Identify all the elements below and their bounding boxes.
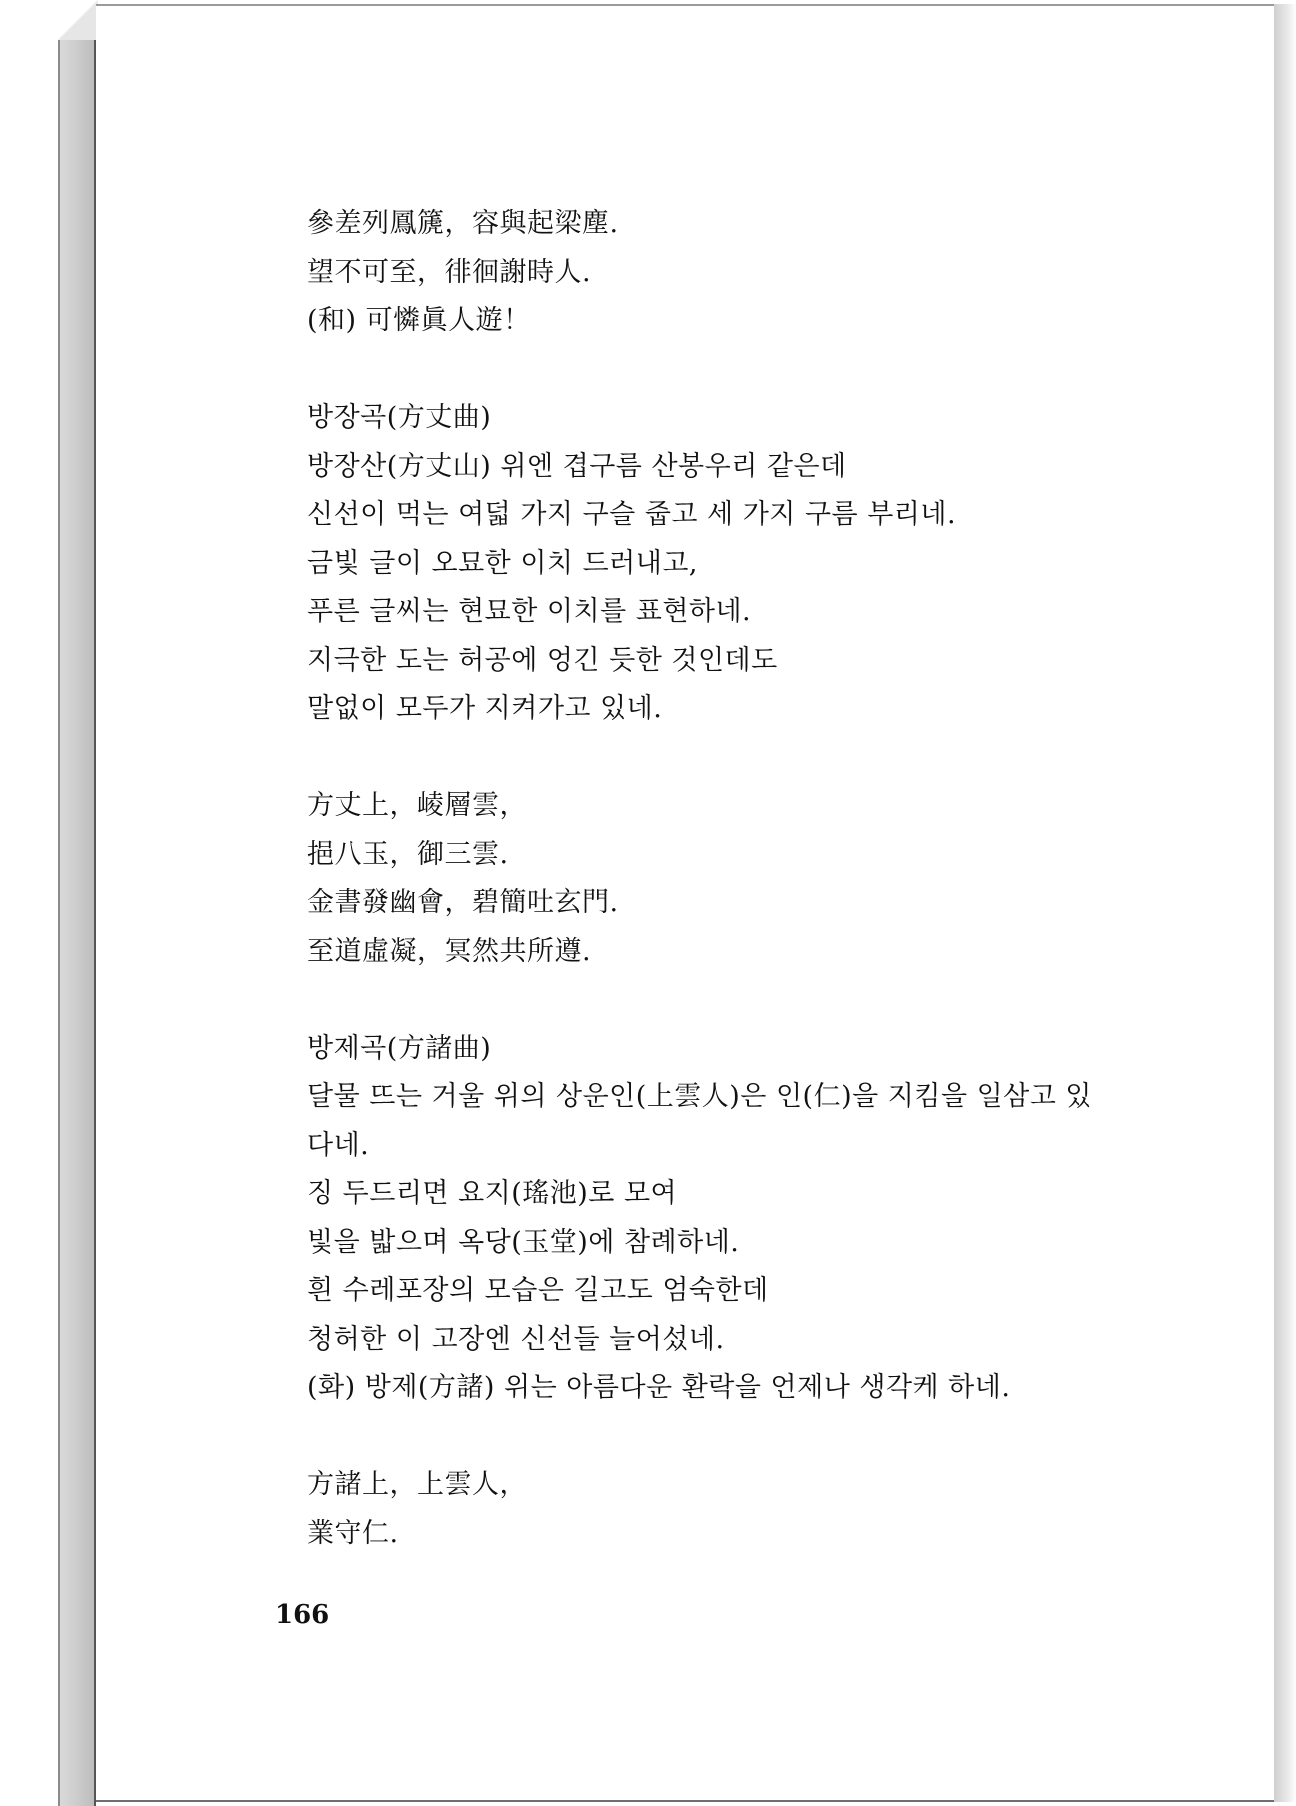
stanza-gap — [307, 346, 1177, 395]
text-line: 至道虛凝，冥然共所遵. — [307, 935, 592, 967]
text-line: 지극한 도는 허공에 엉긴 듯한 것인데도 — [307, 644, 778, 676]
page-text — [307, 200, 1177, 1558]
text-line: 挹八玉，御三雲. — [307, 838, 509, 870]
text-line: 方諸上，上雲人， — [307, 1469, 527, 1500]
text-line: 빛을 밟으며 옥당(玉堂)에 참례하네. — [307, 1226, 740, 1258]
text-line: (和) 可憐眞人遊！ — [307, 305, 531, 336]
text-line: 業守仁. — [307, 1517, 399, 1549]
text-line: 청허한 이 고장엔 신선들 늘어섰네. — [307, 1323, 725, 1355]
section-heading: 방장곡(方丈曲) — [307, 402, 492, 433]
text-line: 金書發幽會，碧簡吐玄門. — [307, 887, 619, 918]
text-line: 望不可至，徘徊謝時人. — [307, 256, 592, 288]
page-edge-shadow — [1274, 4, 1296, 1802]
stanza-gap — [307, 976, 1177, 1025]
text-line: 방장산(方丈山) 위엔 겹구름 산봉우리 같은데 — [307, 450, 847, 482]
text-line: 푸른 글씨는 현묘한 이치를 표현하네. — [307, 596, 752, 627]
page-number: 166 — [275, 1600, 330, 1630]
stanza-gap — [307, 734, 1177, 783]
text-line: (화) 방제(方諸) 위는 아름다운 환락을 언제나 생각케 하네. — [307, 1372, 1011, 1403]
text-line: 달물 뜨는 거울 위의 상운인(上雲人)은 인(仁)을 지킴을 일삼고 있 — [307, 1081, 1093, 1112]
text-line: 말없이 모두가 지켜가고 있네. — [307, 693, 663, 724]
text-line: 參差列鳳篪，容與起梁塵. — [307, 208, 619, 239]
text-line: 다네. — [307, 1129, 370, 1161]
text-line: 금빛 글이 오묘한 이치 드러내고, — [307, 547, 698, 579]
text-line: 흰 수레포장의 모습은 길고도 엄숙한데 — [307, 1275, 769, 1306]
text-line: 징 두드리면 요지(瑤池)로 모여 — [307, 1178, 678, 1209]
book-corner — [58, 0, 98, 40]
stanza-gap — [307, 1413, 1177, 1462]
section-heading: 방제곡(方諸曲) — [307, 1032, 492, 1064]
book-spine-edge — [58, 0, 96, 1806]
text-line: 方丈上，崚層雲， — [307, 790, 527, 821]
text-line: 신선이 먹는 여덟 가지 구슬 줍고 세 가지 구름 부리네. — [307, 499, 957, 530]
